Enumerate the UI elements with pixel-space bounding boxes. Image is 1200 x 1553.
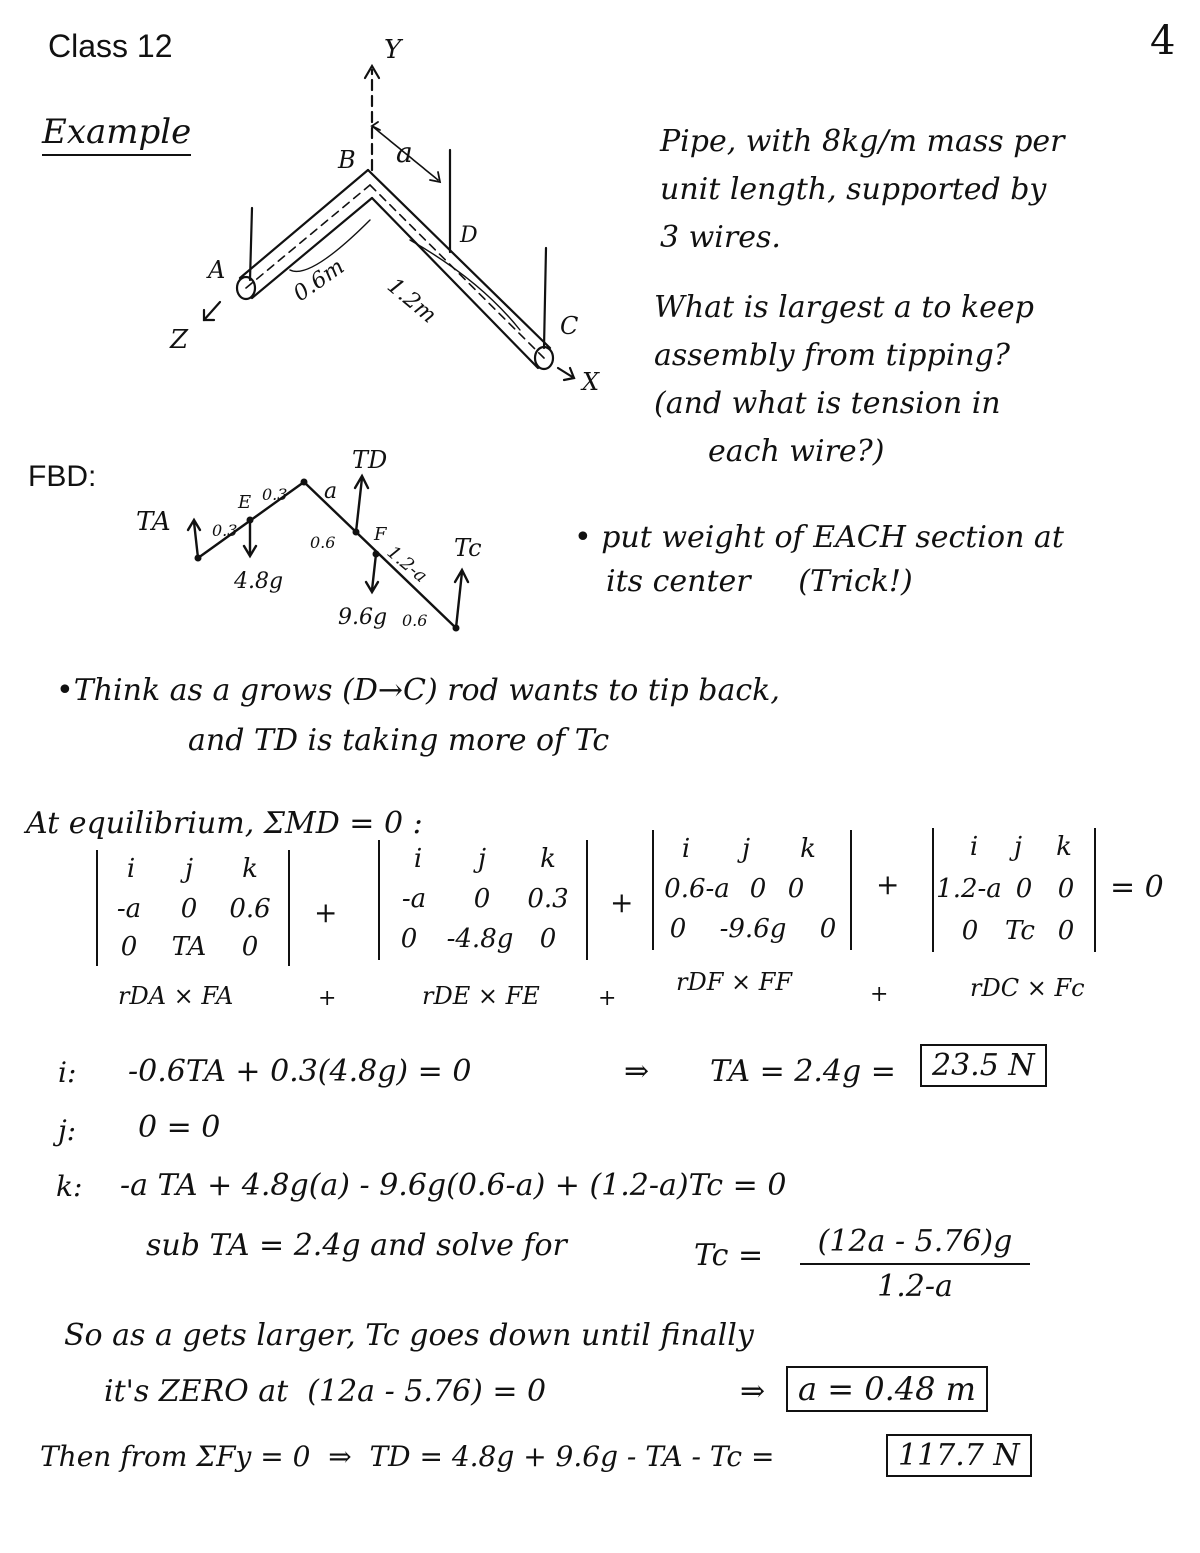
caption-rdf-ff: rDF × FF xyxy=(676,968,793,996)
determinant-df xyxy=(652,830,852,950)
fbd-seg3-label: 0.6 xyxy=(310,533,336,552)
unit-j: j xyxy=(741,834,751,864)
tc-fraction xyxy=(800,1224,1030,1304)
determinant-da xyxy=(96,850,290,966)
len-bc-label: 1.2m xyxy=(382,273,442,329)
problem-text xyxy=(660,118,1065,262)
unit-i: i xyxy=(681,834,691,864)
len-ab-label: 0.6m xyxy=(289,254,350,307)
problem-line: Pipe, with 8kg/m mass per xyxy=(660,124,1065,159)
det-cell: 0 xyxy=(1015,874,1033,904)
plus-sign: + xyxy=(610,886,634,919)
sub-text: sub TA = 2.4g and solve for xyxy=(146,1228,567,1263)
det-cell: Tc xyxy=(1005,916,1035,946)
fbd-td-label: TD xyxy=(352,446,388,474)
fbd-note xyxy=(574,516,1064,604)
plus-sign: + xyxy=(314,896,338,929)
i-equation: -0.6TA + 0.3(4.8g) = 0 xyxy=(128,1054,472,1089)
page-number: 4 xyxy=(1150,18,1176,64)
a-answer-box: a = 0.48 m xyxy=(786,1366,988,1412)
point-a-label: A xyxy=(208,256,226,284)
unit-i: i xyxy=(126,854,136,884)
k-equation: -a TA + 4.8g(a) - 9.6g(0.6-a) + (1.2-a)Tc = 0 xyxy=(120,1168,787,1203)
fbd-note-line: • put weight of EACH section at xyxy=(574,520,1064,555)
plus-sign: + xyxy=(876,868,900,901)
problem-line: 3 wires. xyxy=(660,220,781,255)
unit-j: j xyxy=(1013,832,1023,862)
caption-rdc-fc: rDC × Fc xyxy=(970,974,1085,1002)
conclusion-arrow: ⇒ xyxy=(740,1374,766,1409)
j-equation: 0 = 0 xyxy=(138,1110,221,1145)
det-cell: 0 xyxy=(241,932,259,962)
conclusion-line-2: it's ZERO at (12a - 5.76) = 0 xyxy=(104,1374,547,1409)
i-result: TA = 2.4g = xyxy=(710,1054,896,1089)
pipe-diagram xyxy=(160,30,630,400)
unit-k: k xyxy=(800,834,816,864)
unit-k: k xyxy=(540,844,556,874)
unit-k: k xyxy=(242,854,258,884)
det-cell: 0.3 xyxy=(527,884,569,914)
ta-answer-box: 23.5 N xyxy=(920,1044,1047,1087)
fbd-seg-12a-label: 1.2-a xyxy=(382,541,432,588)
det-cell: -a xyxy=(401,884,427,914)
question-line: What is largest a to keep xyxy=(654,290,1034,325)
question-line: (and what is tension in xyxy=(654,386,1001,421)
think-text xyxy=(56,666,780,766)
det-cell: 0.6 xyxy=(229,894,271,924)
point-c-label: C xyxy=(560,312,579,340)
tc-lhs: Tc = xyxy=(694,1238,764,1273)
td-answer-box: 117.7 N xyxy=(886,1434,1032,1477)
i-label: i: xyxy=(58,1056,77,1089)
unit-i: i xyxy=(413,844,423,874)
det-cell: 0 xyxy=(961,916,979,946)
det-cell: 0 xyxy=(539,924,557,954)
fbd-e-label: E xyxy=(238,492,252,513)
example-title: Example xyxy=(42,112,191,156)
caption-rda-fa: rDA × FA xyxy=(118,982,234,1010)
det-cell: 0 xyxy=(1057,874,1075,904)
det-cell: 0 xyxy=(819,914,837,944)
y-axis-label: Y xyxy=(384,35,402,65)
det-cell: 0 xyxy=(180,894,198,924)
fbd-ta-label: TA xyxy=(136,507,171,537)
conclusion-line-1: So as a gets larger, Tc goes down until finally xyxy=(64,1318,754,1353)
x-axis-label: X xyxy=(582,368,600,396)
determinant-dc xyxy=(932,828,1096,952)
question-line: each wire?) xyxy=(708,434,885,469)
problem-line: unit length, supported by xyxy=(660,172,1047,207)
z-axis-label: Z xyxy=(170,325,189,355)
equilibrium-heading: At equilibrium, ΣMD = 0 : xyxy=(26,806,423,841)
det-cell: 1.2-a xyxy=(936,874,1002,904)
fbd-note-line: its center (Trick!) xyxy=(606,564,913,599)
det-cell: TA xyxy=(171,932,207,962)
point-b-label: B xyxy=(338,146,356,174)
tc-numerator: (12a - 5.76)g xyxy=(800,1224,1030,1265)
j-label: j: xyxy=(58,1114,77,1147)
unit-i: i xyxy=(969,832,979,862)
equals-zero: = 0 xyxy=(1110,870,1164,905)
det-cell: 0.6-a xyxy=(664,874,730,904)
fbd-diagram xyxy=(120,430,520,650)
fbd-f-label: F xyxy=(374,524,387,545)
det-cell: 0 xyxy=(120,932,138,962)
unit-j: j xyxy=(184,854,194,884)
class-title: Class 12 xyxy=(48,28,173,64)
det-cell: 0 xyxy=(749,874,767,904)
fbd-seg-a-label: a xyxy=(324,479,338,504)
fbd-tc-label: Tc xyxy=(454,534,482,562)
fbd-seg-06-label: 0.6 xyxy=(402,611,428,630)
i-arrow: ⇒ xyxy=(624,1054,650,1089)
plus-sign: + xyxy=(870,982,889,1007)
unit-k: k xyxy=(1056,832,1072,862)
det-cell: 0 xyxy=(473,884,491,914)
dist-a-label: a xyxy=(396,136,413,169)
conclusion-line-3: Then from ΣFy = 0 ⇒ TD = 4.8g + 9.6g - TA - Tc = xyxy=(40,1440,775,1473)
fbd-w2-label: 9.6g xyxy=(338,605,388,630)
det-cell: 0 xyxy=(787,874,805,904)
think-line: and TD is taking more of Tc xyxy=(188,723,610,758)
det-cell: -4.8g xyxy=(446,924,514,954)
caption-rde-fe: rDE × FE xyxy=(422,982,540,1010)
point-d-label: D xyxy=(460,223,478,248)
think-line: •Think as a grows (D→C) rod wants to tip back, xyxy=(56,673,780,708)
plus-sign: + xyxy=(598,986,617,1011)
tc-denominator: 1.2-a xyxy=(877,1269,953,1304)
det-cell: -9.6g xyxy=(719,914,787,944)
unit-j: j xyxy=(477,844,487,874)
k-label: k: xyxy=(56,1170,83,1203)
fbd-seg2-label: 0.3 xyxy=(262,485,288,504)
fbd-seg1-label: 0.3 xyxy=(212,521,238,540)
fbd-w1-label: 4.8g xyxy=(234,569,284,594)
det-cell: 0 xyxy=(1057,916,1075,946)
plus-sign: + xyxy=(318,986,337,1011)
det-cell: -a xyxy=(116,894,142,924)
fbd-label: FBD: xyxy=(28,460,97,493)
question-line: assembly from tipping? xyxy=(654,338,1010,373)
question-text xyxy=(654,284,1034,476)
determinant-de xyxy=(378,840,588,960)
det-cell: 0 xyxy=(400,924,418,954)
det-cell: 0 xyxy=(669,914,687,944)
